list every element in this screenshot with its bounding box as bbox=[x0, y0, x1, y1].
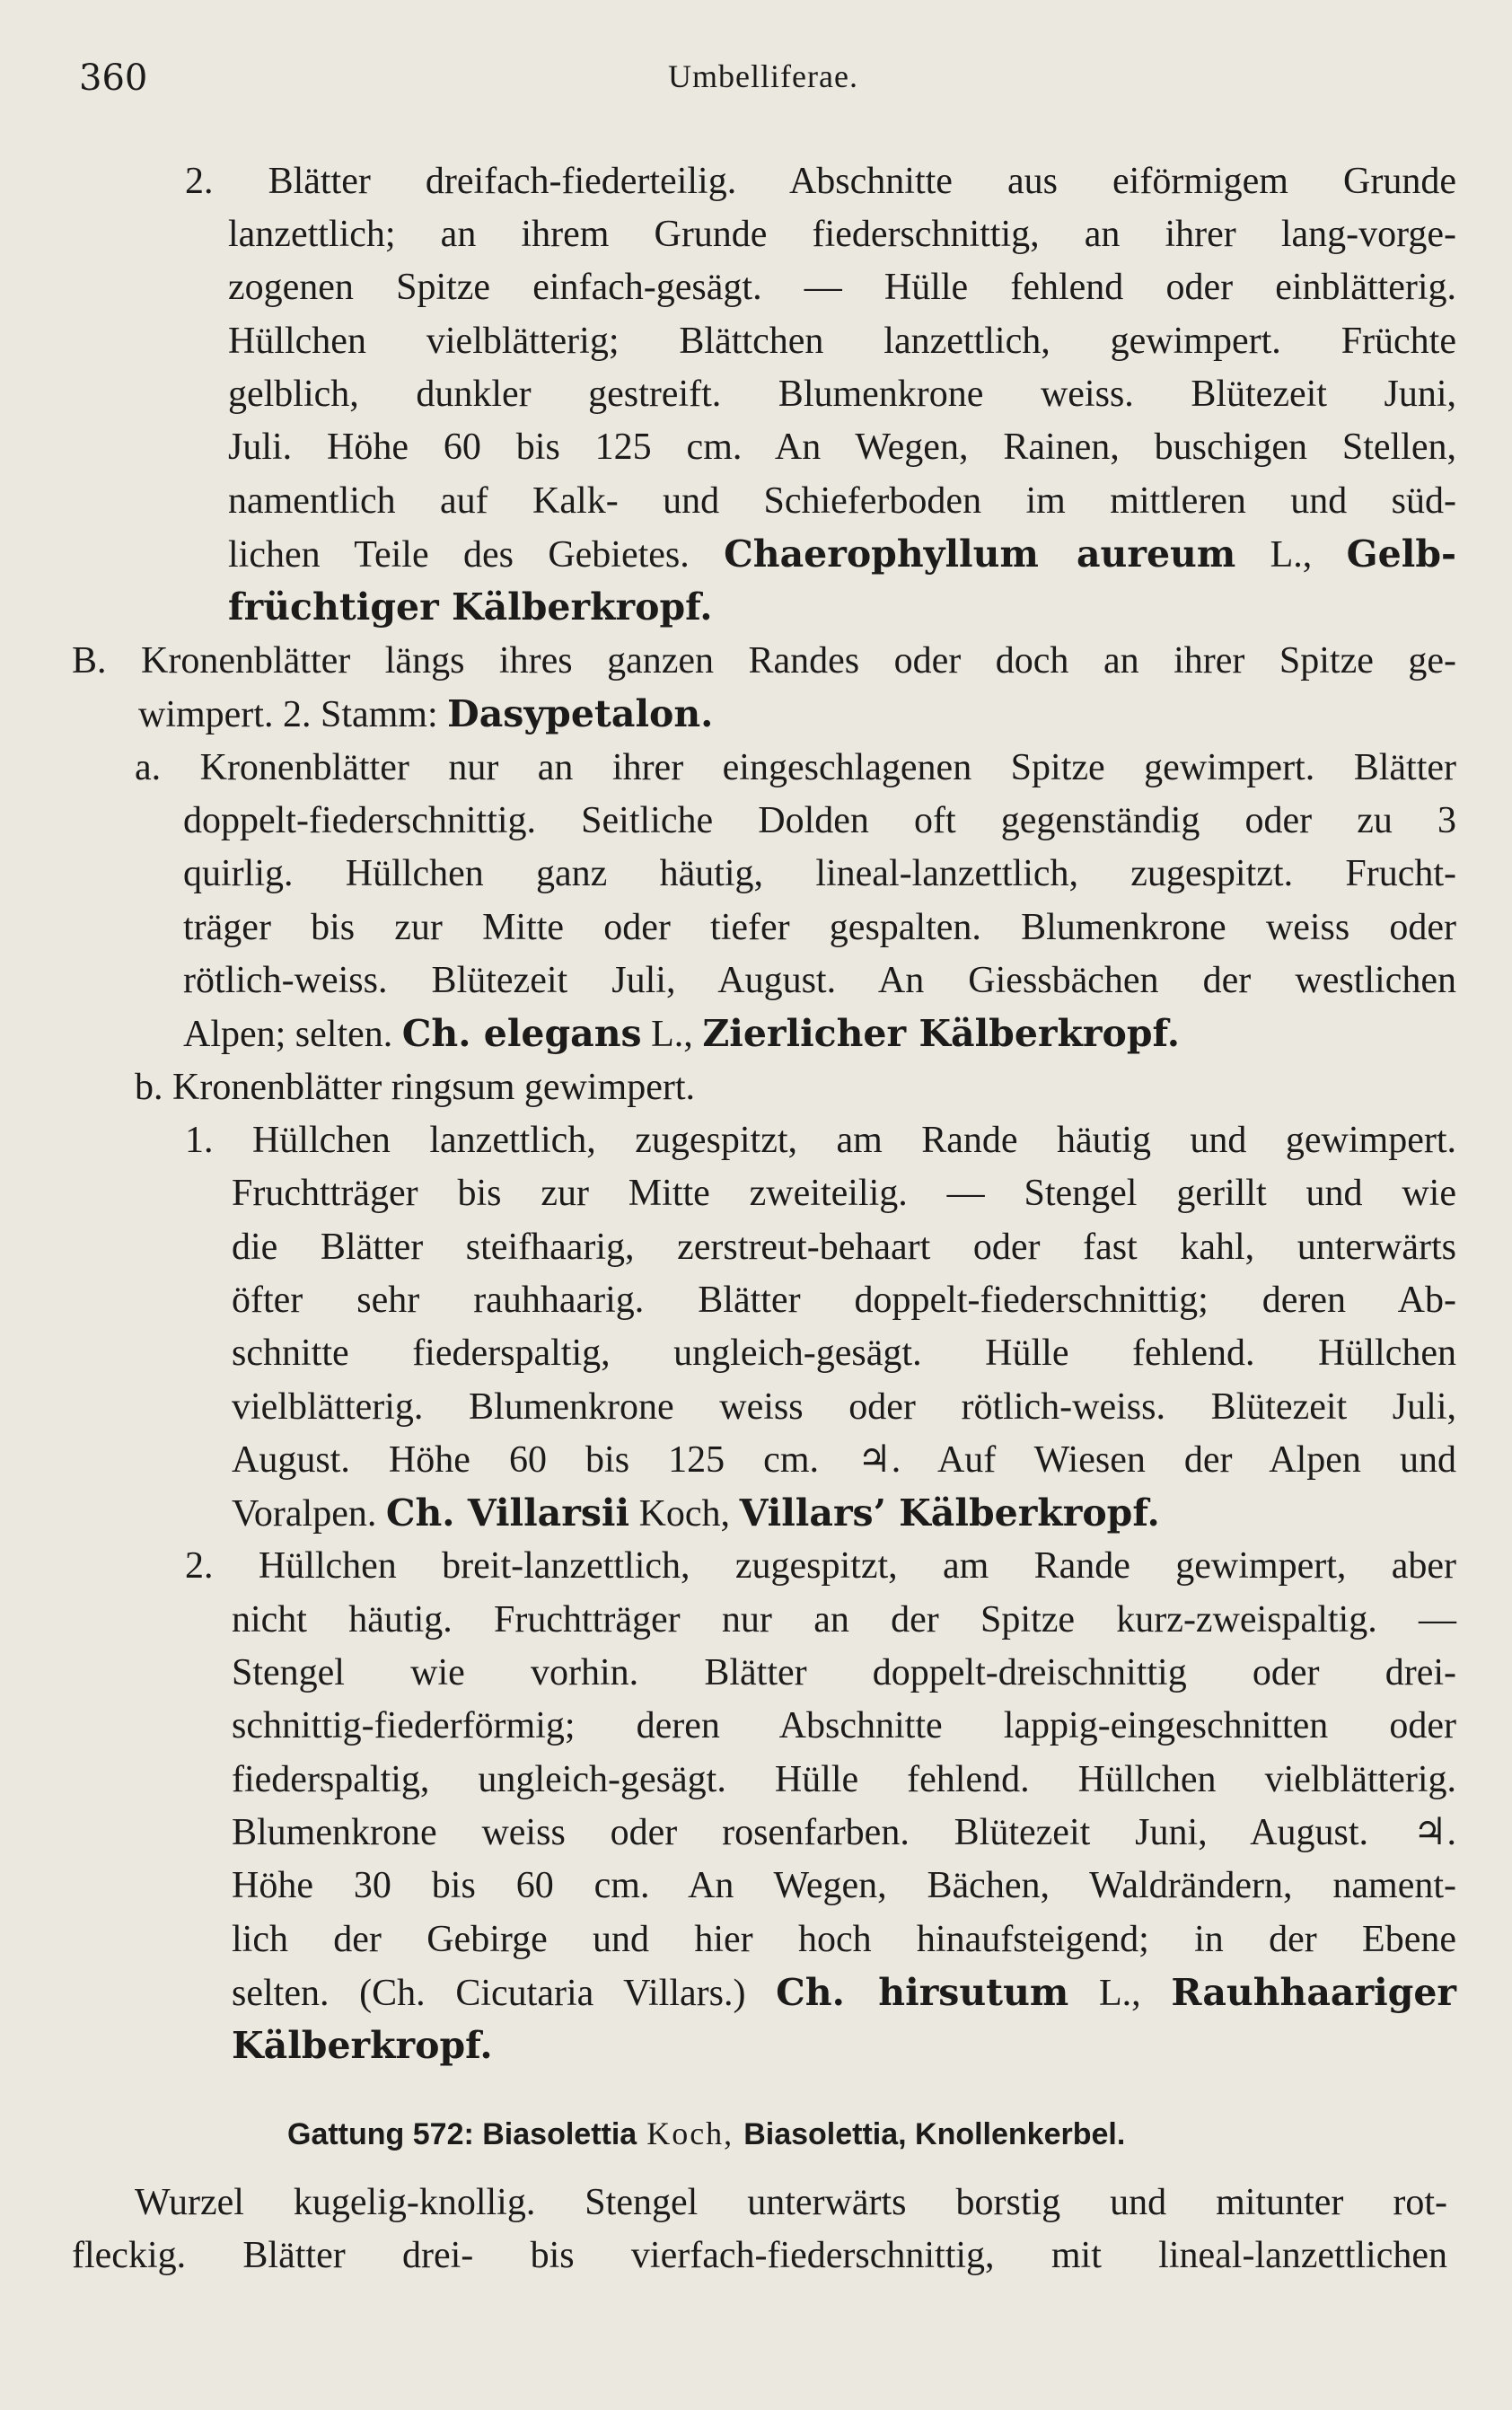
text-line bbox=[232, 1808, 1456, 1858]
line-text: Wurzel kugelig-knollig. Stengel unterwärts borstig und mitunter rot- bbox=[135, 2182, 1447, 2223]
text-line bbox=[232, 1168, 1456, 1218]
text-line bbox=[183, 955, 1456, 1006]
line-text: b. Kronenblätter ringsum gewimpert. bbox=[135, 1067, 696, 1108]
species-name: Rauhhaariger bbox=[1171, 1971, 1457, 2014]
text-line bbox=[135, 2177, 1447, 2228]
text-line bbox=[232, 1860, 1456, 1911]
text-line bbox=[228, 529, 1456, 579]
line-text: fiederspaltig, ungleich-gesägt. Hülle fehlend. Hüllchen vielblätterig. bbox=[232, 1759, 1456, 1800]
text-line bbox=[72, 636, 1456, 686]
line-text: August. Höhe 60 bis 125 cm. ♃. Auf Wiesen der Alpen und bbox=[232, 1439, 1456, 1481]
text-line bbox=[183, 796, 1456, 846]
line-text: Blumenkrone weiss oder rosenfarben. Blütezeit Juni, August. ♃. bbox=[232, 1812, 1456, 1853]
text-line bbox=[232, 1488, 1456, 1538]
line-text: namentlich auf Kalk- und Schieferboden im mittleren und süd- bbox=[228, 480, 1456, 522]
line-text: lichen Teile des Gebietes. bbox=[228, 534, 725, 576]
species-name: Ch. hirsutum bbox=[776, 1971, 1069, 2014]
line-text: vielblätterig. Blumenkrone weiss oder rötlich-weiss. Blütezeit Juli, bbox=[232, 1386, 1456, 1428]
text-line bbox=[135, 743, 1456, 793]
species-name: Ch. Villarsii bbox=[385, 1491, 630, 1535]
text-line bbox=[232, 1435, 1456, 1485]
line-text: L., bbox=[641, 1014, 703, 1055]
page-header bbox=[72, 57, 1455, 111]
text-line bbox=[232, 1222, 1456, 1272]
text-line bbox=[232, 2020, 1456, 2071]
running-title: Umbelliferae. bbox=[668, 58, 858, 94]
line-text: Hüllchen vielblätterig; Blättchen lanzettlich, gewimpert. Früchte bbox=[228, 321, 1456, 362]
species-name: Ch. elegans bbox=[401, 1012, 642, 1055]
genus-common-name: Biasolettia, Knollenkerbel. bbox=[743, 2117, 1126, 2151]
line-text: quirlig. Hüllchen ganz häutig, lineal-lanzettlich, zugespitzt. Frucht- bbox=[183, 853, 1456, 894]
text-line bbox=[232, 1275, 1456, 1325]
genus-name: Biasolettia bbox=[482, 2117, 637, 2151]
text-line bbox=[135, 1062, 1456, 1113]
text-line bbox=[183, 902, 1456, 953]
line-text: öfter sehr rauhhaarig. Blätter doppelt-fiederschnittig; deren Ab- bbox=[232, 1280, 1456, 1321]
text-line bbox=[228, 209, 1456, 259]
line-text: B. Kronenblätter längs ihres ganzen Randes oder doch an ihrer Spitze ge- bbox=[72, 640, 1456, 682]
genus-author: Koch, bbox=[637, 2115, 744, 2151]
line-text: schnitte fiederspaltig, ungleich-gesägt. Hülle fehlend. Hüllchen bbox=[232, 1333, 1456, 1374]
line-text: doppelt-fiederschnittig. Seitliche Dolden oft gegenständig oder zu 3 bbox=[183, 800, 1456, 841]
text-line bbox=[228, 476, 1456, 526]
line-text: L., bbox=[1235, 534, 1347, 576]
page-number: 360 bbox=[79, 57, 148, 99]
genus-heading bbox=[287, 2115, 1221, 2152]
species-name: Villars’ Kälberkropf. bbox=[739, 1491, 1160, 1535]
line-text: Fruchtträger bis zur Mitte zweiteilig. — Stengel gerillt und wie bbox=[232, 1173, 1456, 1214]
line-text: lich der Gebirge und hier hoch hinaufsteigend; in der Ebene bbox=[232, 1919, 1456, 1960]
line-text: träger bis zur Mitte oder tiefer gespalten. Blumenkrone weiss oder bbox=[183, 907, 1456, 948]
genus-prefix: Gattung 572: bbox=[287, 2117, 483, 2151]
text-line bbox=[185, 156, 1456, 207]
line-text: fleckig. Blätter drei- bis vierfach-fiederschnittig, mit lineal-lanzettlichen bbox=[72, 2235, 1447, 2276]
text-line bbox=[232, 1701, 1456, 1751]
text-line bbox=[228, 262, 1456, 312]
line-text: gelblich, dunkler gestreift. Blumenkrone weiss. Blütezeit Juni, bbox=[228, 374, 1456, 415]
species-name: Dasypetalon. bbox=[447, 692, 714, 735]
line-text: rötlich-weiss. Blütezeit Juli, August. An Giessbächen der westlichen bbox=[183, 960, 1456, 1001]
species-name: Kälberkropf. bbox=[232, 2024, 493, 2067]
text-line bbox=[228, 369, 1456, 419]
text-line bbox=[228, 316, 1456, 366]
species-name: Zierlicher Kälberkropf. bbox=[702, 1012, 1180, 1055]
line-text: Stengel wie vorhin. Blätter doppelt-dreischnittig oder drei- bbox=[232, 1652, 1456, 1693]
line-text: schnittig-fiederförmig; deren Abschnitte lappig-eingeschnitten oder bbox=[232, 1705, 1456, 1746]
line-text: Alpen; selten. bbox=[183, 1014, 402, 1055]
line-text: selten. (Ch. Cicutaria Villars.) bbox=[232, 1973, 777, 2014]
species-name: früchtiger Kälberkropf. bbox=[228, 585, 713, 629]
text-line bbox=[138, 689, 1456, 739]
text-line bbox=[185, 1115, 1456, 1165]
text-line bbox=[72, 2230, 1447, 2281]
line-text: die Blätter steifhaarig, zerstreut-behaart oder fast kahl, unterwärts bbox=[232, 1227, 1456, 1268]
line-text: a. Kronenblätter nur an ihrer eingeschlagenen Spitze gewimpert. Blätter bbox=[135, 747, 1456, 788]
text-line bbox=[183, 1008, 1456, 1059]
line-text: Voralpen. bbox=[232, 1493, 386, 1535]
text-line bbox=[232, 1382, 1456, 1432]
line-text: Juli. Höhe 60 bis 125 cm. An Wegen, Rainen, buschigen Stellen, bbox=[228, 427, 1456, 468]
line-text: 2. Hüllchen breit-lanzettlich, zugespitzt, am Rande gewimpert, aber bbox=[185, 1545, 1456, 1587]
line-text: zogenen Spitze einfach-gesägt. — Hülle fehlend oder einblätterig. bbox=[228, 267, 1456, 308]
text-line bbox=[228, 422, 1456, 472]
text-line bbox=[232, 1595, 1456, 1645]
text-line bbox=[232, 1755, 1456, 1805]
line-text: Koch, bbox=[629, 1493, 740, 1535]
line-text: wimpert. 2. Stamm: bbox=[138, 694, 448, 735]
text-line bbox=[228, 582, 1456, 632]
line-text: 2. Blätter dreifach-fiederteilig. Abschnitte aus eiförmigem Grunde bbox=[185, 161, 1456, 202]
line-text: Höhe 30 bis 60 cm. An Wegen, Bächen, Waldrändern, nament- bbox=[232, 1865, 1456, 1906]
species-name: Chaerophyllum aureum bbox=[724, 532, 1236, 576]
text-line bbox=[232, 1328, 1456, 1378]
text-line bbox=[232, 1914, 1456, 1965]
line-text: nicht häutig. Fruchtträger nur an der Spitze kurz-zweispaltig. — bbox=[232, 1599, 1456, 1640]
text-line bbox=[185, 1541, 1456, 1591]
line-text: lanzettlich; an ihrem Grunde fiederschnittig, an ihrer lang-vorge- bbox=[228, 214, 1456, 255]
text-line bbox=[232, 1967, 1456, 2018]
text-line bbox=[183, 849, 1456, 899]
line-text: 1. Hüllchen lanzettlich, zugespitzt, am Rande häutig und gewimpert. bbox=[185, 1120, 1456, 1161]
line-text: L., bbox=[1068, 1973, 1172, 2014]
species-name: Gelb- bbox=[1346, 532, 1456, 576]
text-line bbox=[232, 1648, 1456, 1698]
